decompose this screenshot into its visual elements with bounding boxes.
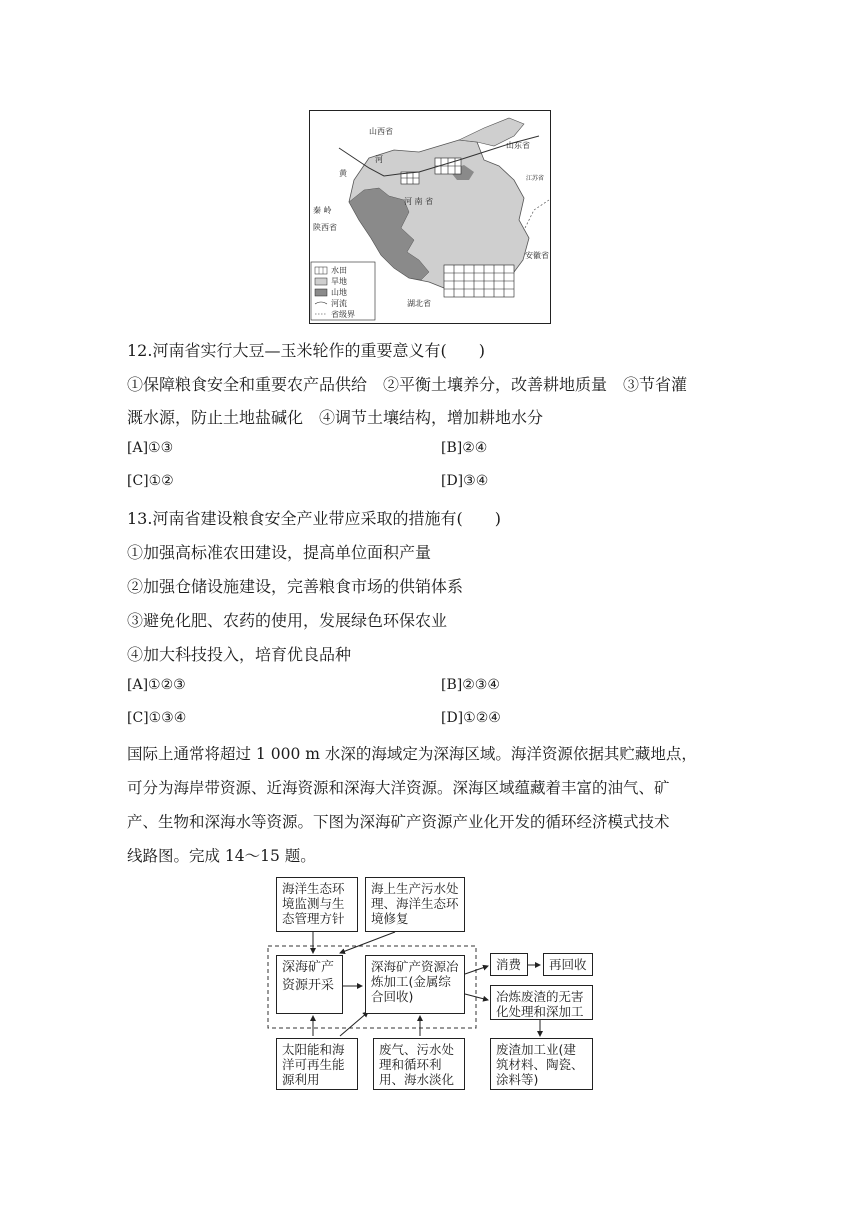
box-recycle: 再回收 <box>543 953 593 976</box>
box-waste: 废气、污水处理和循环利用、海水淡化 <box>373 1038 465 1090</box>
arrow-renewable-to-smelting <box>340 1012 368 1036</box>
box-slag-industry: 废渣加工业(建筑材料、陶瓷、涂料等) <box>490 1038 593 1090</box>
legend-mountain: 山地 <box>331 288 347 297</box>
q13-option-a[interactable]: [A]①②③ <box>127 677 186 693</box>
label-river-a: 黄 <box>339 169 347 178</box>
q12-option-c[interactable]: [C]①② <box>127 473 174 489</box>
label-river-b: 河 <box>375 155 383 164</box>
legend-dryland: 旱地 <box>331 277 347 286</box>
q13-item-3: ③避免化肥、农药的使用，发展绿色环保农业 <box>127 611 448 630</box>
box-eco-monitor: 海洋生态环境监测与生态管理方针 <box>276 877 358 932</box>
q13-stem: 13.河南省建设粮食安全产业带应采取的措施有( ) <box>127 509 501 528</box>
passage-line-1: 国际上通常将超过 1 000 m 水深的海域定为深海区域。海洋资源依据其贮藏地点， <box>127 745 697 763</box>
q13-option-c[interactable]: [C]①③④ <box>127 710 187 726</box>
q13-item-1: ①加强高标准农田建设，提高单位面积产量 <box>127 543 432 562</box>
arrow-smelting-to-slag <box>465 994 488 1000</box>
legend-border: 省级界 <box>331 310 355 319</box>
henan-map <box>309 110 551 324</box>
q12-line1: ①保障粮食安全和重要农产品供给 ②平衡土壤养分，改善耕地质量 ③节省灌 <box>127 375 688 394</box>
legend-river: 河流 <box>331 299 347 308</box>
q13-option-b[interactable]: [B]②③④ <box>441 677 500 693</box>
label-hubei: 湖北省 <box>407 299 431 308</box>
box-smelting: 深海矿产资源冶炼加工(金属综合回收) <box>365 955 465 1014</box>
q13-option-d[interactable]: [D]①②④ <box>441 710 501 726</box>
box-renewable: 太阳能和海洋可再生能源利用 <box>276 1038 358 1090</box>
paddy-field-south <box>444 265 514 297</box>
q13-item-2: ②加强仓储设施建设，完善粮食市场的供销体系 <box>127 577 464 596</box>
label-shanxi: 山西省 <box>369 127 393 136</box>
label-jiangsu: 江苏省 <box>526 175 545 182</box>
q12-option-a[interactable]: [A]①③ <box>127 440 174 456</box>
label-anhui: 安徽省 <box>525 251 549 260</box>
label-shaanxi: 陕西省 <box>313 223 337 232</box>
box-slag: 冶炼废渣的无害化处理和深加工 <box>490 985 593 1020</box>
box-sewage: 海上生产污水处理、海洋生态环境修复 <box>365 877 465 932</box>
label-henan: 河 南 省 <box>404 197 434 206</box>
label-shandong: 山东省 <box>506 141 530 150</box>
q12-option-d[interactable]: [D]③④ <box>441 473 489 489</box>
arrow-sewage-to-mining <box>340 932 395 953</box>
q13-item-4: ④加大科技投入，培育优良品种 <box>127 645 352 664</box>
legend-paddy: 水田 <box>331 266 347 275</box>
passage-line-2: 可分为海岸带资源、近海资源和深海大洋资源。深海区域蕴藏着丰富的油气、矿 <box>127 779 670 797</box>
box-consume: 消费 <box>490 953 528 976</box>
q12-stem: 12.河南省实行大豆—玉米轮作的重要意义有( ) <box>127 341 485 360</box>
passage-line-4: 线路图。完成 14～15 题。 <box>127 847 316 865</box>
box-mining: 深海矿产资源开采 <box>276 955 343 1014</box>
arrow-smelting-to-consume <box>465 966 488 974</box>
q12-option-b[interactable]: [B]②④ <box>441 440 488 456</box>
label-qinling: 秦 岭 <box>313 206 332 215</box>
q12-line2: 溉水源，防止土地盐碱化 ④调节土壤结构，增加耕地水分 <box>127 408 544 427</box>
passage-line-3: 产、生物和深海水等资源。下图为深海矿产资源产业化开发的循环经济模式技术 <box>127 813 670 831</box>
